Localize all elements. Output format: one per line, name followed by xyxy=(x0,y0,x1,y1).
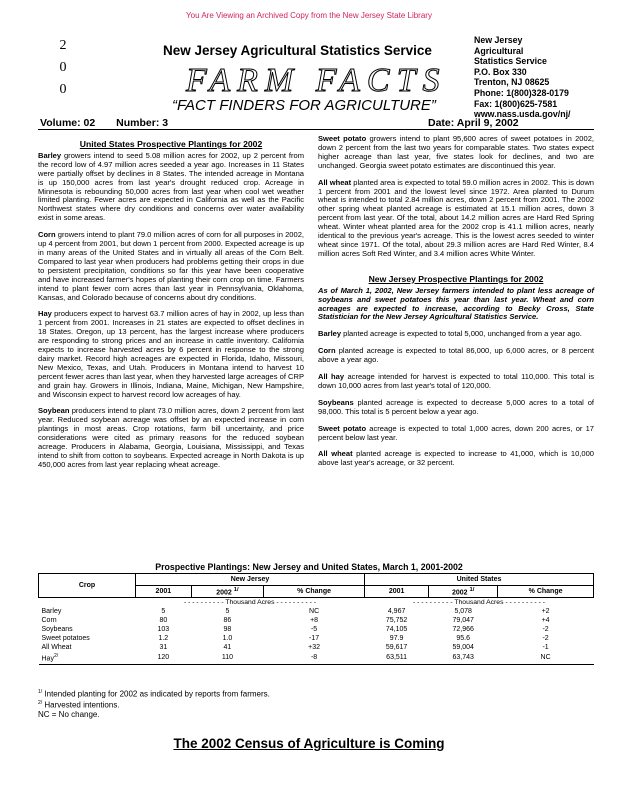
nj-units: - - - - - - - - - - Thousand Acres - - - - - - - - - - xyxy=(183,599,317,607)
nj-section-title: New Jersey Prospective Plantings for 2002 xyxy=(368,273,544,284)
nj-change-cell: -5 xyxy=(310,626,318,634)
issue-date: Date: April 9, 2002 xyxy=(428,117,519,129)
table-row xyxy=(39,643,594,652)
crop-cell: Corn xyxy=(41,617,57,625)
us-change-cell: NC xyxy=(540,654,551,662)
nj-change-cell: +8 xyxy=(310,617,319,625)
nj-change-cell: -17 xyxy=(309,635,320,643)
us-2002-cell: 5,078 xyxy=(454,608,472,616)
us-change-cell: +4 xyxy=(541,617,550,625)
issue-info xyxy=(40,117,186,129)
us-2002-cell: 79,047 xyxy=(452,617,474,625)
us-2001-cell: 74,105 xyxy=(385,626,408,634)
us-2001-cell: 97.9 xyxy=(389,635,404,643)
us-2002-header: 2002 $^{1/}$ xyxy=(429,586,498,598)
footnotes xyxy=(38,688,270,720)
issue-number: Number: 3 xyxy=(116,117,169,129)
nj-2002-cell: 5 xyxy=(225,608,230,616)
crop-cell: Hay$^{2/}$ xyxy=(41,653,59,663)
plantings-table xyxy=(38,573,594,665)
footnote: $^{1/}$ Intended planting for 2002 as indicated by reports from farmers. xyxy=(38,689,270,699)
nj-paragraph: All hay acreage intended for harvest is expected to total 110,000. This total is down 10,000 acres from last year's total of 120,000. xyxy=(318,372,594,390)
census-heading: The 2002 Census of Agriculture is Coming xyxy=(173,736,445,751)
nj-2002-cell: 110 xyxy=(221,654,234,662)
us-paragraph: Sweet potato growers intend to plant 95,600 acres of sweet potatoes in 2002, down 2 percent from the last two years for comparable states. Two states expect higher acreage than last year, five states look for declines, and two are unchanged. Georgia sweet potato estimates are discontinued this year. xyxy=(318,134,594,170)
us-2002-cell: 95.6 xyxy=(456,635,471,643)
us-2002-cell: 59,004 xyxy=(452,644,474,652)
nj-paragraph: Corn planted acreage is expected to total 86,000, up 6,000 acres, or 8 percent above a year ago. xyxy=(318,346,594,365)
nj-2002-cell: 41 xyxy=(223,644,232,652)
us-change-cell: -2 xyxy=(542,635,549,643)
nj-change-header: % Change xyxy=(264,586,365,598)
units-row xyxy=(39,598,594,608)
footnote: $^{2/}$ Harvested intentions. xyxy=(38,700,120,710)
nj-change-cell: +32 xyxy=(308,644,321,652)
tagline: “FACT FINDERS FOR AGRICULTURE” xyxy=(172,97,436,114)
nj-2001-cell: 31 xyxy=(159,644,168,652)
crop-cell: All Wheat xyxy=(41,644,72,652)
us-2001-cell: 75,752 xyxy=(385,617,408,625)
nj-2001-cell: 5 xyxy=(161,608,166,616)
nj-2002-cell: 86 xyxy=(223,617,232,625)
us-plantings-section xyxy=(38,140,304,478)
nj-2001-cell: 80 xyxy=(159,617,168,625)
nj-change-cell: NC xyxy=(309,608,320,616)
nj-2002-cell: 98 xyxy=(223,626,232,634)
crop-cell: Sweet potatoes xyxy=(41,635,90,643)
us-units: - - - - - - - - - - Thousand Acres - - - - - - - - - - xyxy=(412,599,546,607)
crop-cell: Soybeans xyxy=(41,626,73,634)
nj-paragraph: Sweet potato acreage is expected to total 1,000 acres, down 200 acres, or 17 percent below last year. xyxy=(318,423,594,442)
right-column xyxy=(318,135,594,476)
us-change-header: % Change xyxy=(498,586,594,598)
nj-paragraph: Barley planted acreage is expected to total 5,000, unchanged from a year ago. xyxy=(318,329,582,339)
us-change-cell: -1 xyxy=(542,644,549,652)
nj-paragraph: All wheat planted acreage is expected to increase to 41,000, which is 10,000 above last year's acreage, or 32 percent. xyxy=(318,449,594,468)
us-paragraph: Corn growers intend to plant 79.0 million acres of corn for all purposes in 2002, up 4 percent from 2001, but down 1 percent from 2000. Expected acreage is up in many areas of the United States and in virtually all areas of the Corn Belt. Compared to last year when producers had problems getting their crops in due to persistent precipitation, conditions so far this year have been cooperative and have increased farmer's hopes of planting their corn crop on time. Farmers intend to plant fewer corn acres than last year in Pennsylvania, Oklahoma, Kansas, and Colorado because of concerns about dry conditions. xyxy=(38,230,304,302)
us-2001-cell: 4,967 xyxy=(387,608,406,616)
org-name: New Jersey Agricultural Statistics Service xyxy=(163,43,432,58)
us-paragraph: Soybean producers intend to plant 73.0 million acres, down 2 percent from last year. Reduced soybean acreage was offset by an expected increase in corn plantings in most areas. Crop rotations, farm bill uncertainty, and price considerations were cited as primary reasons for the reduced soybean acreage. Producers in Alabama, Georgia, Louisiana, Mississippi, and Texas intend to shift from cotton to soybeans. Expected acreage in North Dakota is up 450,000 acres from last year replacing wheat acreage. xyxy=(38,406,304,469)
us-paragraph: All wheat planted area is expected to total 59.0 million acres in 2002. This is down 1 percent from 2001 and the lowest level since 1972. Area planted to Durum wheat is intended to total 2.84 million acres, down 2 percent from 2001. The 2002 other spring wheat planted acreage is estimated at 15.1 million acres, down 3 percent from last year. Of the total, about 14.2 million acres are Hard Red Spring wheat. Winter wheat planted area for the 2002 crop is 41.1 million acres, nearly identical to the previous year's acreage. This is the lowest acres seeded to winter wheat since 1971. Of the total, about 29.3 million acres are Hard Red Winter, 8.4 million acres Soft Red Winter, and 3.4 million acres White Winter. xyxy=(318,177,594,258)
table-title: Prospective Plantings: New Jersey and United States, March 1, 2001-2002 xyxy=(155,562,463,572)
archive-banner: You Are Viewing an Archived Copy from the New Jersey State Library xyxy=(186,11,432,20)
us-2001-cell: 63,511 xyxy=(386,654,408,662)
table-row xyxy=(39,652,594,664)
us-header: United States xyxy=(364,574,593,586)
footnote: NC = No change. xyxy=(38,710,100,720)
nj-2001-cell: 1.2 xyxy=(158,635,169,643)
us-change-cell: +2 xyxy=(541,608,550,616)
nj-2001-cell: 120 xyxy=(157,654,170,662)
crop-cell: Barley xyxy=(41,608,62,616)
contact-block: New Jersey Agricultural Statistics Service P.O. Box 330 Trenton, NJ 08625 Phone: 1(800)328-0179 Fax: 1(800)625-7581 www.nass.usda.gov/nj/ xyxy=(474,35,571,120)
nj-paragraph: Soybeans planted acreage is expected to decrease 5,000 acres to a total of 98,000. This total is 5 percent below a year ago. xyxy=(318,397,594,416)
us-section-title: United States Prospective Plantings for 2002 xyxy=(79,139,263,149)
nj-header: New Jersey xyxy=(136,574,365,586)
masthead xyxy=(48,31,596,120)
nj-2002-header: 2002 $^{1/}$ xyxy=(191,586,264,598)
header-rule xyxy=(38,129,594,130)
year-vertical: 2 0 0 xyxy=(59,38,67,97)
nj-2002-cell: 1.0 xyxy=(222,635,233,643)
us-2002-cell: 72,966 xyxy=(452,626,474,634)
table-row xyxy=(39,625,594,634)
nj-intro: As of March 1, 2002, New Jersey farmers intended to plant less acreage of soybeans and sweet potatoes this year than last year. Wheat and corn acreages are expected to increase, according to Becky Cross, State Statistician for the New Jersey Agricultural Statistics Service. xyxy=(318,285,594,322)
table-row xyxy=(39,607,594,616)
nj-2001-header: 2001 xyxy=(136,586,192,598)
newsletter-title: FARM FACTS xyxy=(186,62,447,99)
us-paragraph: Hay producers expect to harvest 63.7 million acres of hay in 2002, up less than 1 percent from 2001. Increases in 21 states are expected to offset declines in 18 States. Oregon, up 13 percent, has the largest increase where producers are responding to strong prices and an increase in cattle inventory. California expects to increase harvested acres by 6 percent in response to the strong dairy market. Record high acreages are expected in Florida, Idaho, Missouri, New Mexico, Texas, and Utah. Producers in Montana intend to harvest 10 percent fewer acres than last year, when they harvested large acreages of CRP and grain hay. Growers in Illinois, Indiana, Maine, Michigan, New Hampshire, and Wisconsin expect to harvest record low acreages of hay. xyxy=(38,309,304,399)
us-2002-cell: 63,743 xyxy=(452,654,474,662)
us-2001-header: 2001 xyxy=(364,586,428,598)
us-paragraph: Barley growers intend to seed 5.08 million acres for 2002, up 2 percent from the record low of 4.97 million acres seeded a year ago. Increases in 11 States were partially offset by declines in 8 States. The intended acreage in Montana is up 150,000 acres from last year's drought reduced crop. Acreage in Minnesota is rebounding 50,000 acres from last year when cool wet weather limited planting. Fewer acres are expected in California as well as the Pacific Northwest states where dry conditions and concerns over water availability exist in some areas. xyxy=(38,150,304,223)
website-link[interactable]: www.nass.usda.gov/nj/ xyxy=(474,109,571,120)
nj-2001-cell: 103 xyxy=(157,626,170,634)
us-2001-cell: 59,617 xyxy=(385,644,408,652)
nj-change-cell: -8 xyxy=(310,654,318,662)
us-change-cell: -2 xyxy=(542,626,549,634)
table-row xyxy=(39,616,594,625)
crop-header: Crop xyxy=(39,574,136,598)
volume: Volume: 02 xyxy=(40,117,96,129)
table-row xyxy=(39,634,594,643)
